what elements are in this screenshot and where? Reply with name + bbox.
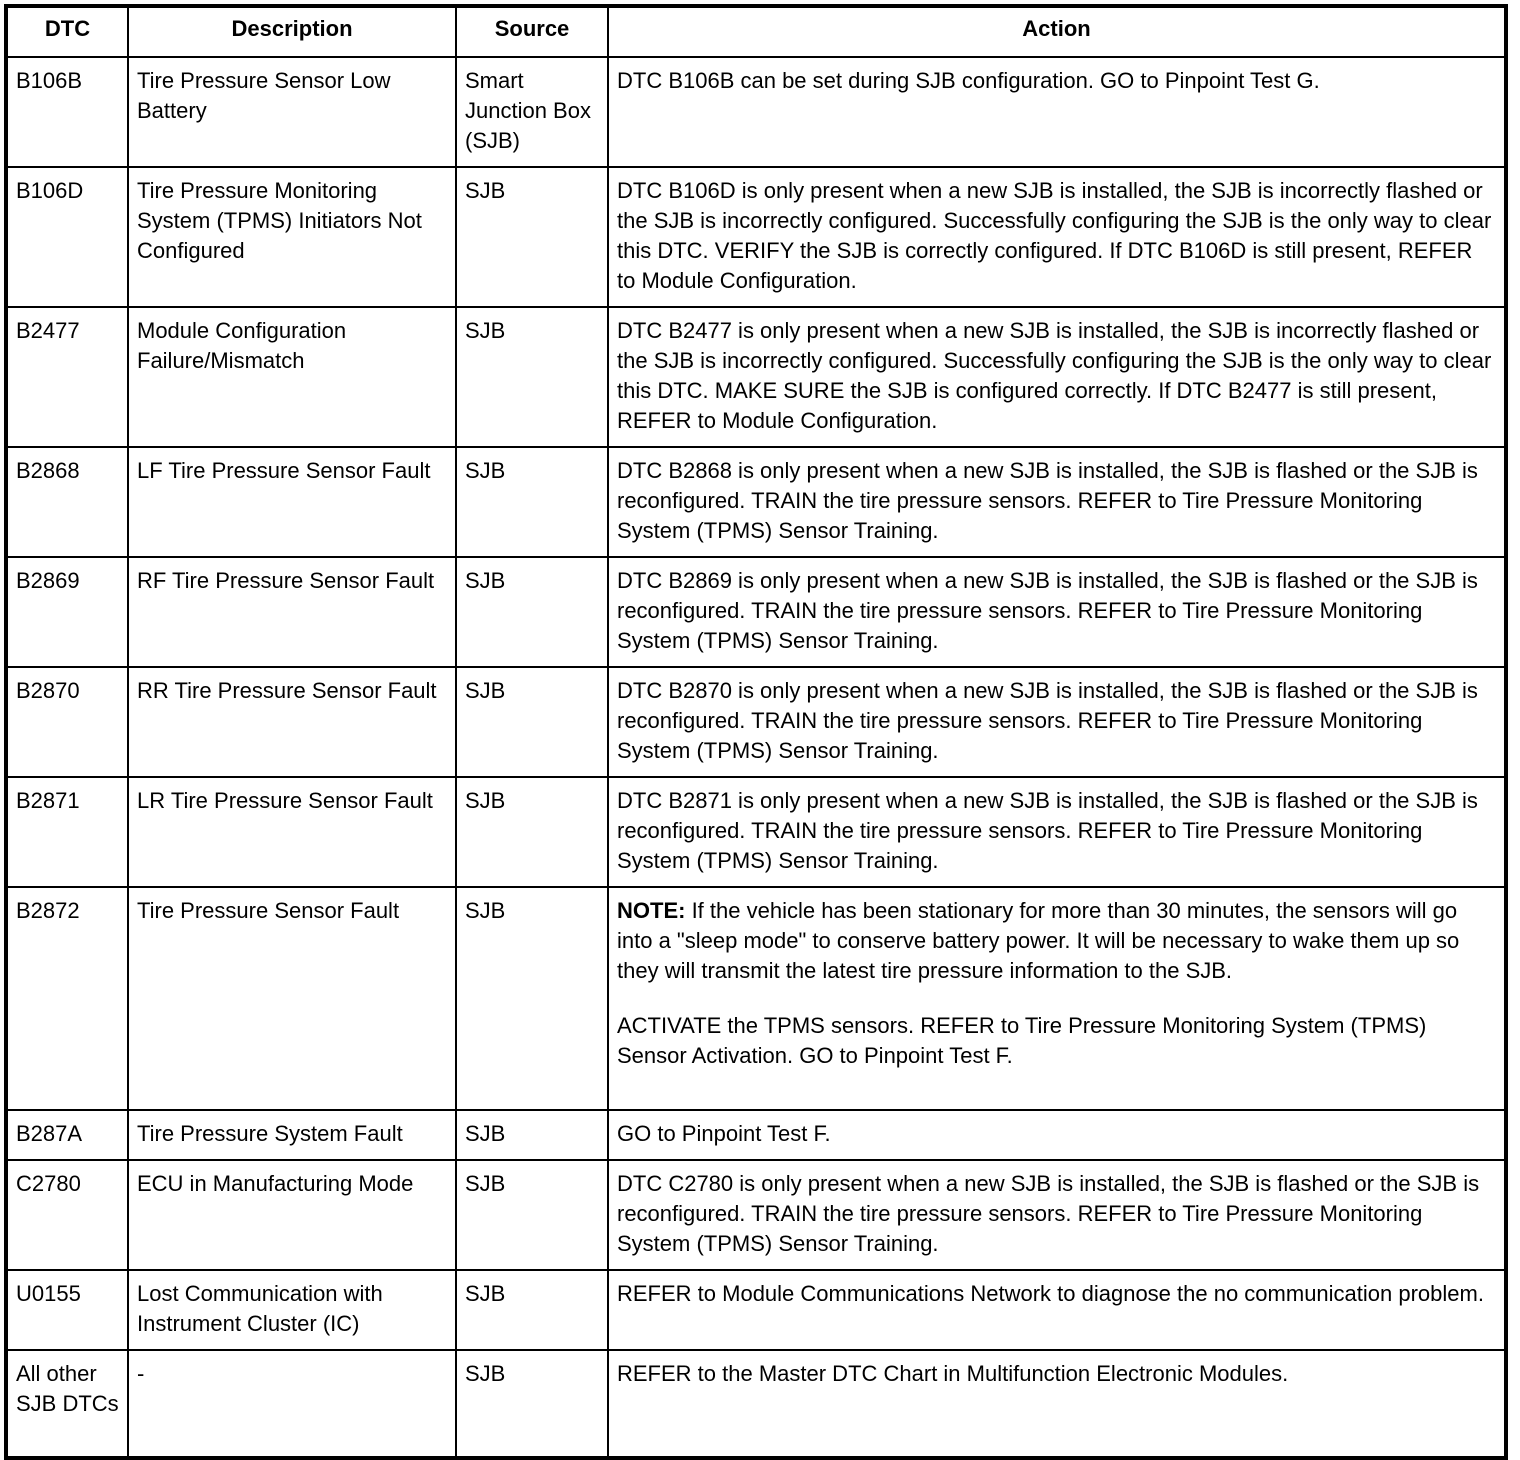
table-row bbox=[6, 1270, 1506, 1350]
cell-description: - bbox=[128, 1350, 456, 1458]
cell-description: Module Configuration Failure/Mismatch bbox=[128, 307, 456, 447]
cell-action: DTC B2870 is only present when a new SJB is installed, the SJB is flashed or the SJB is reconfigured. TRAIN the tire pressure sensors. REFER to Tire Pressure Monitoring System (TPMS) Sensor Training. bbox=[608, 667, 1506, 777]
cell-description: Lost Communication with Instrument Cluster (IC) bbox=[128, 1270, 456, 1350]
table-row bbox=[6, 57, 1506, 167]
cell-source: Smart Junction Box (SJB) bbox=[456, 57, 608, 167]
cell-dtc: B106D bbox=[6, 167, 128, 307]
cell-dtc: U0155 bbox=[6, 1270, 128, 1350]
table-row bbox=[6, 167, 1506, 307]
cell-description: LF Tire Pressure Sensor Fault bbox=[128, 447, 456, 557]
cell-source: SJB bbox=[456, 557, 608, 667]
cell-dtc: B2869 bbox=[6, 557, 128, 667]
cell-description: LR Tire Pressure Sensor Fault bbox=[128, 777, 456, 887]
dtc-table bbox=[4, 4, 1508, 1460]
cell-description: RR Tire Pressure Sensor Fault bbox=[128, 667, 456, 777]
table-row bbox=[6, 557, 1506, 667]
cell-action: DTC B106B can be set during SJB configuration. GO to Pinpoint Test G. bbox=[608, 57, 1506, 167]
cell-dtc: C2780 bbox=[6, 1160, 128, 1270]
cell-dtc: B106B bbox=[6, 57, 128, 167]
note-text: If the vehicle has been stationary for more than 30 minutes, the sensors will go into a "sleep mode" to conserve battery power. It will be necessary to wake them up so they will transmit the latest tire pressure information to the SJB. bbox=[617, 898, 1460, 983]
note-label: NOTE: bbox=[617, 898, 686, 923]
cell-dtc: B2868 bbox=[6, 447, 128, 557]
cell-source: SJB bbox=[456, 1350, 608, 1458]
cell-source: SJB bbox=[456, 1270, 608, 1350]
cell-description: Tire Pressure Monitoring System (TPMS) Initiators Not Configured bbox=[128, 167, 456, 307]
cell-dtc: B2871 bbox=[6, 777, 128, 887]
cell-description: Tire Pressure Sensor Low Battery bbox=[128, 57, 456, 167]
cell-description: Tire Pressure System Fault bbox=[128, 1110, 456, 1160]
cell-action: DTC B2477 is only present when a new SJB is installed, the SJB is incorrectly flashed or the SJB is incorrectly configured. Successfully configuring the SJB is the only way to clear this DTC. MAKE SURE the SJB is configured correctly. If DTC B2477 is still present, REFER to Module Configuration. bbox=[608, 307, 1506, 447]
cell-action: GO to Pinpoint Test F. bbox=[608, 1110, 1506, 1160]
cell-dtc: B2477 bbox=[6, 307, 128, 447]
cell-action: DTC C2780 is only present when a new SJB is installed, the SJB is flashed or the SJB is reconfigured. TRAIN the tire pressure sensors. REFER to Tire Pressure Monitoring System (TPMS) Sensor Training. bbox=[608, 1160, 1506, 1270]
cell-description: ECU in Manufacturing Mode bbox=[128, 1160, 456, 1270]
cell-source: SJB bbox=[456, 777, 608, 887]
cell-dtc: All other SJB DTCs bbox=[6, 1350, 128, 1458]
table-row bbox=[6, 1110, 1506, 1160]
cell-dtc: B2870 bbox=[6, 667, 128, 777]
cell-action: DTC B106D is only present when a new SJB is installed, the SJB is incorrectly flashed or the SJB is incorrectly configured. Successfully configuring the SJB is the only way to clear this DTC. VERIFY the SJB is correctly configured. If DTC B106D is still present, REFER to Module Configuration. bbox=[608, 167, 1506, 307]
cell-dtc: B2872 bbox=[6, 887, 128, 1110]
cell-action: REFER to Module Communications Network to diagnose the no communication problem. bbox=[608, 1270, 1506, 1350]
cell-source: SJB bbox=[456, 667, 608, 777]
cell-action: DTC B2869 is only present when a new SJB is installed, the SJB is flashed or the SJB is reconfigured. TRAIN the tire pressure sensors. REFER to Tire Pressure Monitoring System (TPMS) Sensor Training. bbox=[608, 557, 1506, 667]
table-row bbox=[6, 777, 1506, 887]
cell-action: DTC B2868 is only present when a new SJB is installed, the SJB is flashed or the SJB is reconfigured. TRAIN the tire pressure sensors. REFER to Tire Pressure Monitoring System (TPMS) Sensor Training. bbox=[608, 447, 1506, 557]
header-action: Action bbox=[608, 6, 1506, 57]
cell-source: SJB bbox=[456, 1110, 608, 1160]
cell-action: REFER to the Master DTC Chart in Multifunction Electronic Modules. bbox=[608, 1350, 1506, 1458]
cell-description: Tire Pressure Sensor Fault bbox=[128, 887, 456, 1110]
table-row bbox=[6, 307, 1506, 447]
header-source: Source bbox=[456, 6, 608, 57]
cell-source: SJB bbox=[456, 887, 608, 1110]
table-header-row bbox=[6, 6, 1506, 57]
cell-source: SJB bbox=[456, 167, 608, 307]
cell-dtc: B287A bbox=[6, 1110, 128, 1160]
cell-source: SJB bbox=[456, 1160, 608, 1270]
cell-action bbox=[608, 887, 1506, 1110]
table-row bbox=[6, 667, 1506, 777]
note-paragraph bbox=[617, 896, 1496, 986]
table-row bbox=[6, 887, 1506, 1110]
cell-action: DTC B2871 is only present when a new SJB is installed, the SJB is flashed or the SJB is reconfigured. TRAIN the tire pressure sensors. REFER to Tire Pressure Monitoring System (TPMS) Sensor Training. bbox=[608, 777, 1506, 887]
cell-description: RF Tire Pressure Sensor Fault bbox=[128, 557, 456, 667]
table-row bbox=[6, 1160, 1506, 1270]
header-description: Description bbox=[128, 6, 456, 57]
table-row bbox=[6, 447, 1506, 557]
header-dtc: DTC bbox=[6, 6, 128, 57]
action-paragraph: ACTIVATE the TPMS sensors. REFER to Tire Pressure Monitoring System (TPMS) Sensor Activation. GO to Pinpoint Test F. bbox=[617, 1013, 1427, 1068]
cell-source: SJB bbox=[456, 307, 608, 447]
cell-source: SJB bbox=[456, 447, 608, 557]
